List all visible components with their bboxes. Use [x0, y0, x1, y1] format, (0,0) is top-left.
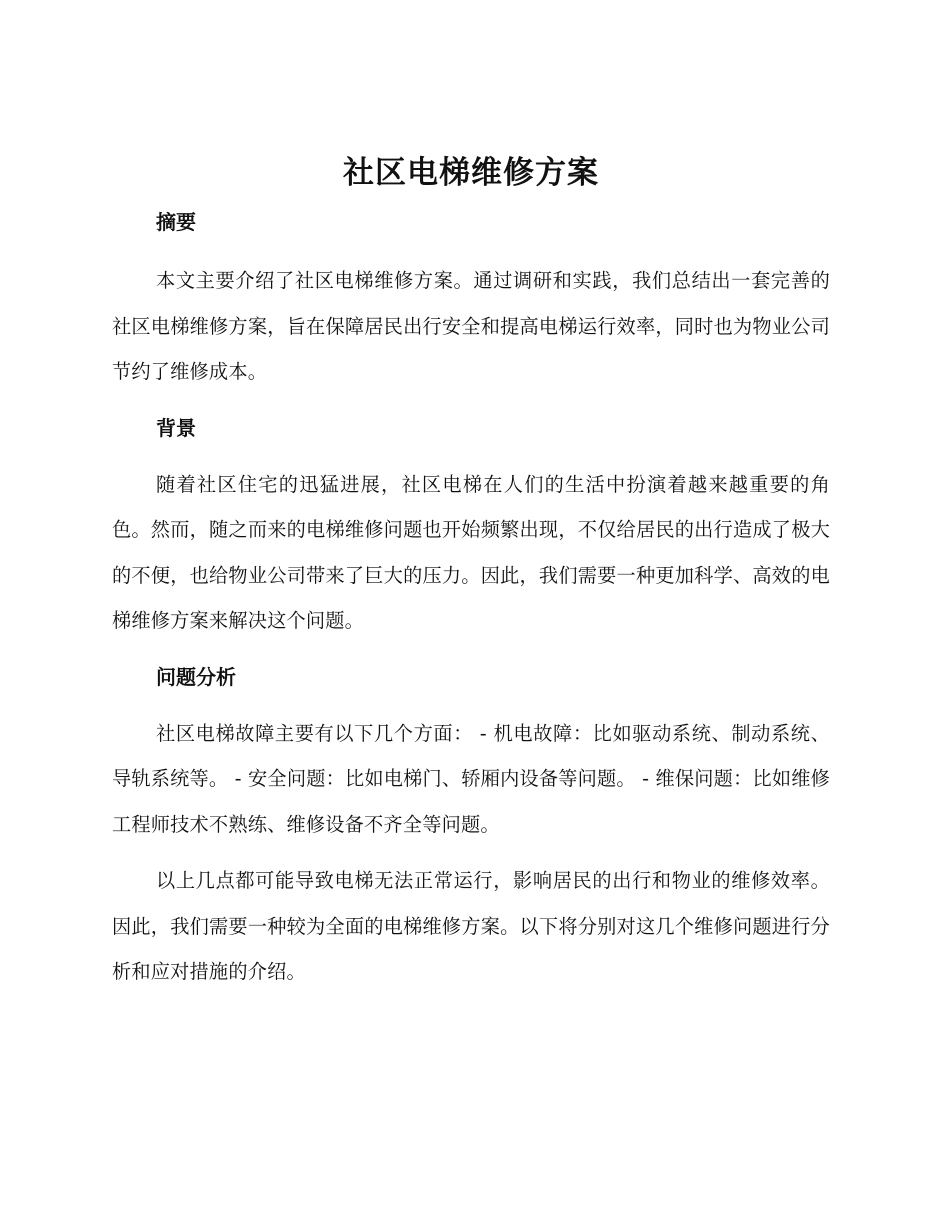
section-heading-abstract: 摘要: [156, 210, 196, 234]
section-heading-background: 背景: [156, 415, 196, 440]
paragraph-background: 随着社区住宅的迅猛进展，社区电梯在人们的生活中扮演着越来越重要的角色。然而，随之而来的电梯维修问题也开始频繁出现，不仅给居民的出行造成了极大的不便，也给物业公司带来了巨大的压力。因此，我们需要一种更加科学、高效的电梯维修方案来解决这个问题。: [112, 472, 830, 632]
paragraph-problem-analysis-1: 社区电梯故障主要有以下几个方面： - 机电故障：比如驱动系统、制动系统、导轨系统等。 - 安全问题：比如电梯门、轿厢内设备等问题。 - 维保问题：比如维修工程师技术不熟练、维修设备不齐全等问题。: [112, 721, 831, 836]
paragraph-abstract: 本文主要介绍了社区电梯维修方案。通过调研和实践，我们总结出一套完善的社区电梯维修方案，旨在保障居民出行安全和提高电梯运行效率，同时也为物业公司节约了维修成本。: [112, 269, 830, 383]
document-body: [112, 150, 830, 995]
document-title: 社区电梯维修方案: [343, 155, 599, 191]
paragraph-problem-analysis-2: 以上几点都可能导致电梯无法正常运行，影响居民的出行和物业的维修效率。因此，我们需要一种较为全面的电梯维修方案。以下将分别对这几个维修问题进行分析和应对措施的介绍。: [112, 869, 830, 983]
section-heading-problem-analysis: 问题分析: [156, 664, 236, 689]
